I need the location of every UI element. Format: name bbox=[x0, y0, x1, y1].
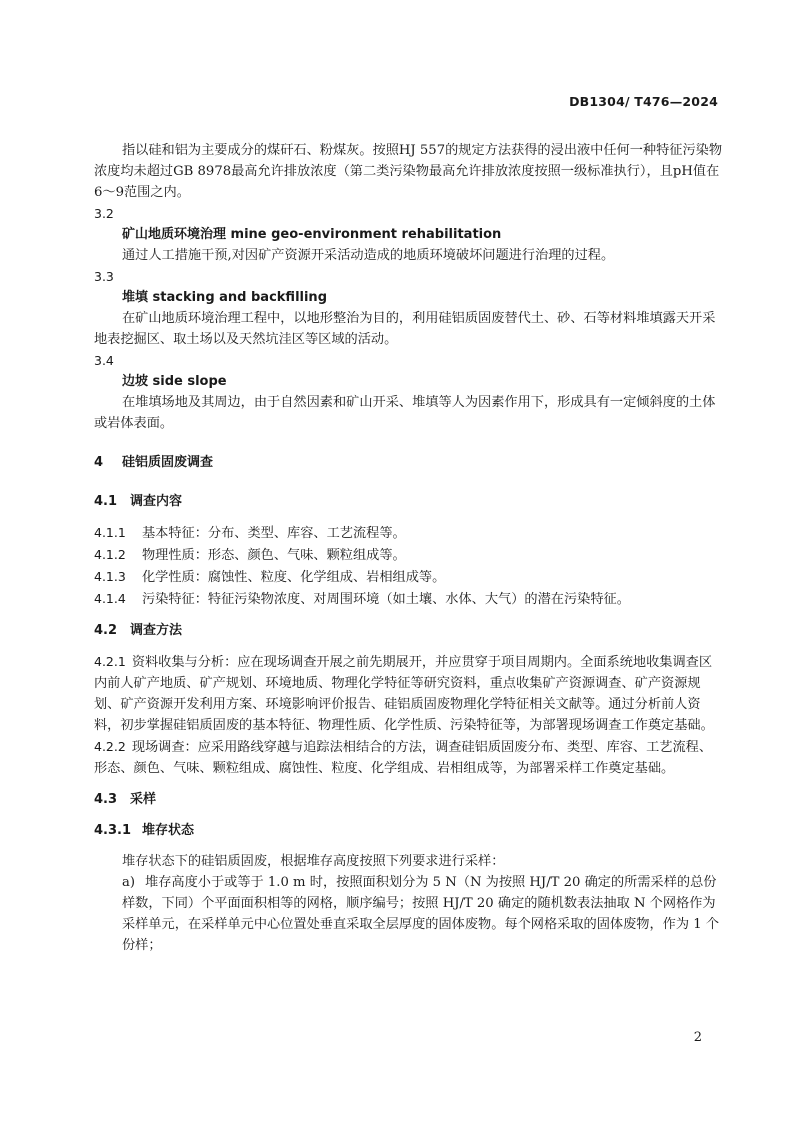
document-body bbox=[94, 140, 724, 956]
section-4-3-1-heading bbox=[94, 820, 724, 841]
clause-4-1-4: 4.1.4 污染特征：特征污染物浓度、对周围环境（如土壤、水体、大气）的潜在污染特征。 bbox=[94, 591, 630, 607]
clause-4-2-2: 4.2.2 现场调查：应采用路线穿越与追踪法相结合的方法，调查硅铝质固废分布、类型、库容、工艺流程、形态、颜色、气味、颗粒组成、腐蚀性、粒度、化学组成、岩相组成等，为部署采样工作奠定基础。 bbox=[94, 739, 713, 776]
section-4-3-1-title: 堆存状态 bbox=[142, 823, 195, 838]
section-4-3-title: 采样 bbox=[130, 792, 157, 807]
clause-4-1-3: 4.1.3 化学性质：腐蚀性、粒度、化学组成、岩相组成等。 bbox=[94, 569, 446, 585]
section-4-heading bbox=[94, 452, 724, 473]
definition-3-1-text: 指以硅和铝为主要成分的煤矸石、粉煤灰。按照HJ 557的规定方法获得的浸出液中任何一种特征污染物浓度均未超过GB 8978最高允许排放浓度（第二类污染物最高允许排放浓度按照一级标准执行），且pH值在6～9范围之内。 bbox=[94, 143, 723, 200]
page-number: 2 bbox=[693, 1030, 702, 1045]
clause-4-3-1-item-a bbox=[94, 872, 724, 956]
term-3-4: 边坡 side slope bbox=[122, 374, 227, 389]
section-4-2-title: 调查方法 bbox=[130, 623, 183, 638]
clause-4-1-2: 4.1.2 物理性质：形态、颜色、气味、颗粒组成等。 bbox=[94, 547, 406, 563]
term-3-2: 矿山地质环境治理 mine geo-environment rehabilitation bbox=[122, 227, 502, 242]
definition-3-4-text: 在堆填场地及其周边，由于自然因素和矿山开采、堆填等人为因素作用下，形成具有一定倾斜度的土体或岩体表面。 bbox=[94, 395, 716, 431]
definition-3-2-text: 通过人工措施干预,对因矿产资源开采活动造成的地质环境破坏问题进行治理的过程。 bbox=[122, 248, 615, 263]
item-a-text: 堆存高度小于或等于 1.0 m 时，按照面积划分为 5 N（N 为按照 HJ/T 20 确定的所需采样的总份样数，下同）个平面面积相等的网格，顺序编号；按照 HJ/T 20 确定的随机数表法抽取 N 个网格作为采样单元，在采样单元中心位置处垂直采取全层厚度的固体废物。每个网格采取的固体废物，作为 1 个份样； bbox=[122, 875, 720, 953]
section-4-1-heading bbox=[94, 491, 724, 512]
section-4-3-1-number: 4.3.1 bbox=[94, 823, 132, 838]
term-3-3: 堆填 stacking and backfilling bbox=[122, 290, 327, 305]
section-4-number: 4 bbox=[94, 455, 104, 470]
clause-4-3-1-intro: 堆存状态下的硅铝质固废，根据堆存高度按照下列要求进行采样： bbox=[122, 854, 505, 869]
clause-number-3-2: 3.2 bbox=[94, 206, 114, 221]
section-4-1-title: 调查内容 bbox=[130, 494, 183, 509]
document-code: DB1304/ T476—2024 bbox=[569, 94, 718, 109]
section-4-title: 硅铝质固废调查 bbox=[122, 455, 214, 470]
section-4-3-number: 4.3 bbox=[94, 792, 118, 807]
clause-4-2-1: 4.2.1 资料收集与分析：应在现场调查开展之前先期展开，并应贯穿于项目周期内。全面系统地收集调查区内前人矿产地质、矿产规划、环境地质、物理化学特征等研究资料，重点收集矿产资源调查、矿产资源规划、矿产资源开发利用方案、环境影响评价报告、硅铝质固废物理化学特征相关文献等。通过分析前人资料，初步掌握硅铝质固废的基本特征、物理性质、化学性质、污染特征等，为部署现场调查工作奠定基础。 bbox=[94, 654, 714, 733]
clause-number-3-4: 3.4 bbox=[94, 353, 114, 368]
section-4-2-number: 4.2 bbox=[94, 623, 118, 638]
section-4-2-heading bbox=[94, 620, 724, 641]
item-a-label: a) bbox=[122, 875, 136, 890]
section-4-1-number: 4.1 bbox=[94, 494, 118, 509]
clause-number-3-3: 3.3 bbox=[94, 269, 114, 284]
clause-4-1-1: 4.1.1 基本特征：分布、类型、库容、工艺流程等。 bbox=[94, 525, 406, 541]
definition-3-3-text: 在矿山地质环境治理工程中，以地形整治为目的，利用硅铝质固废替代土、砂、石等材料堆填露天开采地表挖掘区、取土场以及天然坑洼区等区域的活动。 bbox=[94, 311, 716, 347]
section-4-3-heading bbox=[94, 789, 724, 810]
